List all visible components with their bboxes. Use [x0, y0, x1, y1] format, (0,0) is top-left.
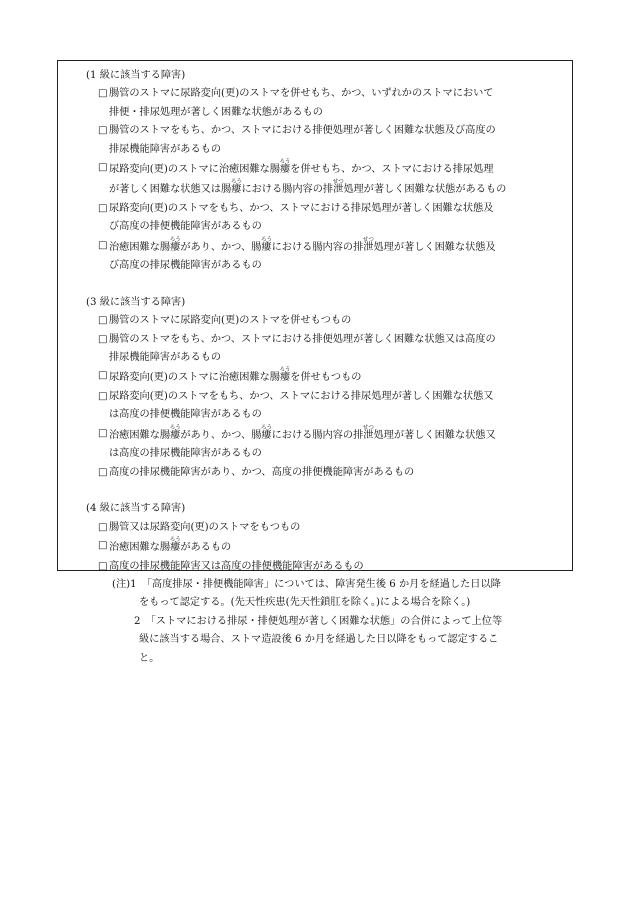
criteria-item	[58, 425, 572, 464]
criteria-item	[58, 558, 572, 576]
criteria-item	[58, 388, 572, 425]
checkbox-icon: □	[98, 239, 108, 251]
ruby-annotated-char: 瘻ろう	[230, 179, 242, 196]
section-heading: (4 級に該当する障害)	[86, 503, 186, 515]
section-gap	[58, 275, 572, 293]
item-text-cont: は高度の排尿機能障害があるもの	[109, 448, 262, 460]
criteria-content	[58, 67, 572, 668]
checkbox-icon: □	[98, 370, 108, 382]
criteria-frame	[57, 60, 573, 664]
item-text-cont: び高度の排尿機能障害があるもの	[109, 260, 262, 272]
item-text-cont: が著しく困難な状態又は腸瘻ろうにおける腸内容の排泄せつ処理が著しく困難な状態があるもの	[109, 179, 507, 196]
criteria-item	[58, 85, 572, 122]
section-gap	[58, 482, 572, 500]
ruby-annotated-char: 瘻ろう	[279, 367, 291, 384]
section-heading: (3 級に該当する障害)	[86, 296, 186, 308]
item-text-cont: 排尿機能障害があるもの	[109, 143, 222, 155]
item-text: 腸管のストマをもち、かつ、ストマにおける排便処理が著しく困難な状態又は高度の	[109, 333, 496, 345]
note-label-2: 2	[134, 615, 141, 627]
item-text: 治癒困難な腸瘻ろうがあり、かつ、腸瘻ろうにおける腸内容の排泄せつ処理が著しく困難な状態及	[109, 236, 496, 253]
checkbox-icon: □	[98, 315, 108, 327]
checkbox-icon: □	[98, 333, 108, 345]
note-1-line-1: (注)1 「高度排尿・排便機能障害」については、障害発生後 6 か月を経過した日以降	[112, 578, 501, 590]
ruby-annotated-char: 瘻ろう	[261, 236, 273, 253]
ruby-annotated-char: 瘻ろう	[169, 236, 181, 253]
criteria-item	[58, 331, 572, 368]
criteria-item	[58, 159, 572, 200]
item-text: 尿路変向(更)のストマに治癒困難な腸瘻ろうを併せもつもの	[109, 367, 362, 384]
checkbox-icon: □	[98, 162, 108, 174]
checkbox-icon: □	[98, 202, 108, 214]
ruby-annotated-char: 泄せつ	[362, 424, 374, 441]
checkbox-icon: □	[98, 88, 108, 100]
item-text: 治癒困難な腸瘻ろうがあり、かつ、腸瘻ろうにおける腸内容の排泄せつ処理が著しく困難な状態又	[109, 424, 496, 441]
note-2-line-3: と。	[139, 652, 160, 664]
item-text: 高度の排尿機能障害又は高度の排便機能障害があるもの	[109, 560, 364, 572]
item-text-cont: 排尿機能障害があるもの	[109, 352, 222, 364]
note-label: (注)1	[112, 578, 137, 590]
ruby-annotated-char: 瘻ろう	[169, 424, 181, 441]
item-text: 高度の排尿機能障害があり、かつ、高度の排便機能障害があるもの	[109, 466, 415, 478]
criteria-item	[58, 237, 572, 276]
checkbox-icon: □	[98, 521, 108, 533]
checkbox-icon: □	[98, 125, 108, 137]
item-text: 尿路変向(更)のストマをもち、かつ、ストマにおける排尿処理が著しく困難な状態及	[109, 202, 494, 214]
item-text: 腸管のストマをもち、かつ、ストマにおける排便処理が著しく困難な状態及び高度の	[109, 125, 496, 137]
criteria-item	[58, 464, 572, 482]
criteria-item	[58, 367, 572, 387]
ruby-annotated-char: 瘻ろう	[279, 159, 291, 176]
criteria-item	[58, 312, 572, 330]
ruby-annotated-char: 瘻ろう	[169, 537, 181, 554]
item-text: 尿路変向(更)のストマに治癒困難な腸瘻ろうを併せもち、かつ、ストマにおける排尿処理	[109, 159, 494, 176]
criteria-item	[58, 200, 572, 237]
criteria-item	[58, 122, 572, 159]
item-text: 尿路変向(更)のストマをもち、かつ、ストマにおける排尿処理が著しく困難な状態又	[109, 390, 494, 402]
item-text: 腸管又は尿路変向(更)のストマをもつもの	[109, 521, 301, 533]
notes-block	[58, 576, 572, 668]
item-text-cont: び高度の排便機能障害があるもの	[109, 221, 262, 233]
checkbox-icon: □	[98, 427, 108, 439]
checkbox-icon: □	[98, 390, 108, 402]
checkbox-icon: □	[98, 540, 108, 552]
item-text: 腸管のストマに尿路変向(更)のストマを併せもつもの	[109, 315, 352, 327]
criteria-item	[58, 537, 572, 557]
item-text-cont: 排便・排尿処理が著しく困難な状態があるもの	[109, 106, 323, 118]
checkbox-icon: □	[98, 560, 108, 572]
note-2-line-1: 2 「ストマにおける排尿・排便処理が著しく困難な状態」の合併によって上位等	[134, 615, 503, 627]
item-text-cont: は高度の排便機能障害があるもの	[109, 409, 262, 421]
ruby-annotated-char: 泄せつ	[362, 236, 374, 253]
note-1-line-2: をもって認定する。(先天性疾患(先天性鎖肛を除く。)による場合を除く。)	[139, 597, 471, 609]
ruby-annotated-char: 瘻ろう	[261, 424, 273, 441]
criteria-item	[58, 519, 572, 537]
ruby-annotated-char: 泄せつ	[332, 179, 344, 196]
item-text: 治癒困難な腸瘻ろうがあるもの	[109, 537, 232, 554]
checkbox-icon: □	[98, 466, 108, 478]
item-text: 腸管のストマに尿路変向(更)のストマを併せもち、かつ、いずれかのストマにおいて	[109, 88, 494, 100]
section-heading: (1 級に該当する障害)	[86, 70, 186, 81]
note-2-line-2: 級に該当する場合、ストマ造設後 6 か月を経過した日以降をもって認定するこ	[139, 634, 499, 646]
